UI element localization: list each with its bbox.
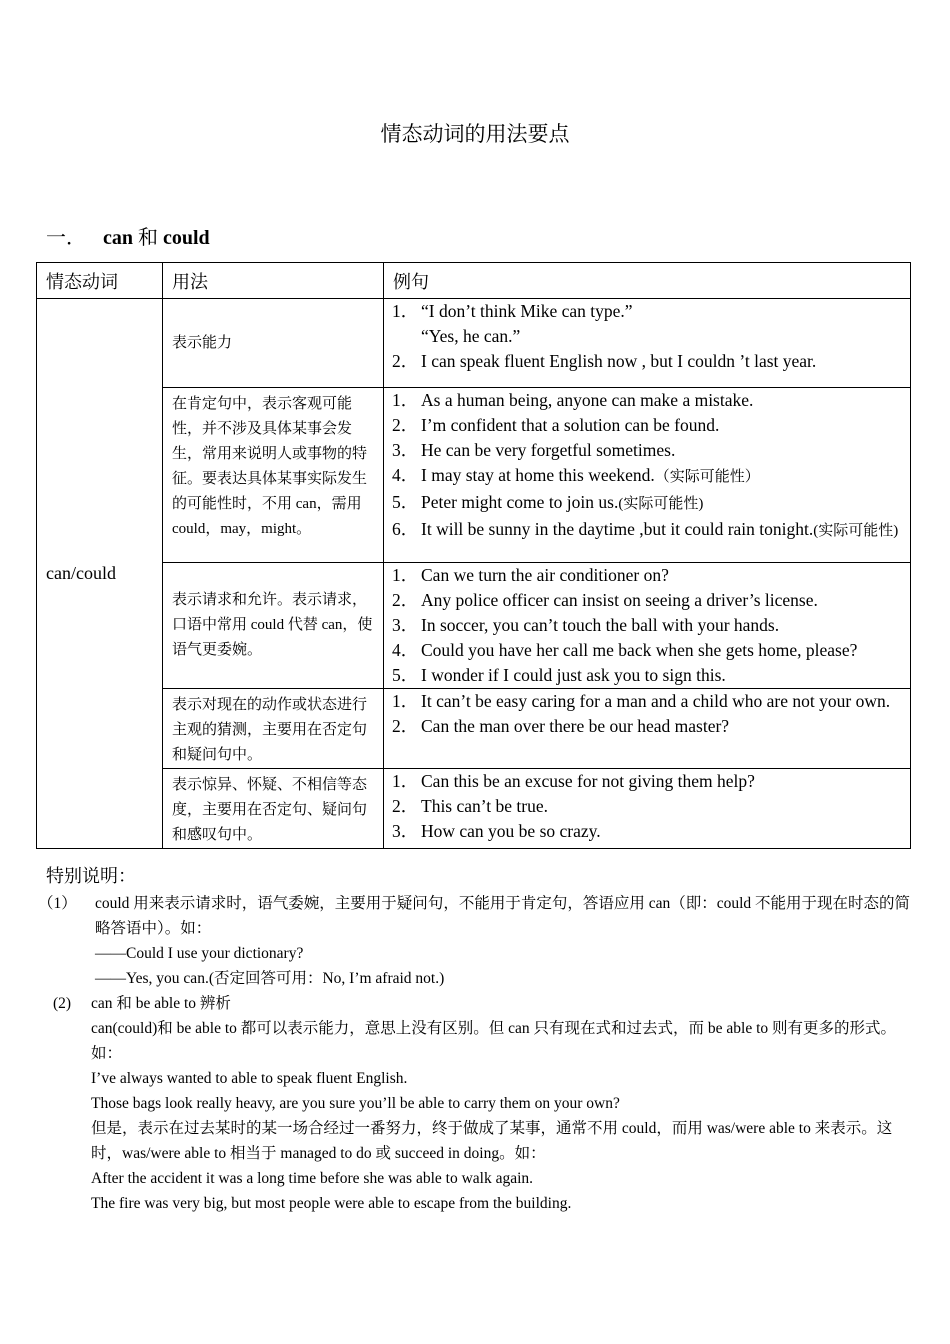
example-text: Could you have her call me back when she gets home, please? (421, 640, 858, 660)
example-item (392, 388, 904, 413)
example-item (392, 324, 904, 349)
example-item (392, 769, 904, 794)
example-item (392, 299, 904, 324)
usage-cell: 在肯定句中，表示客观可能性，并不涉及具体某事会发生，常用来说明人或事物的特征。要表达具体某事实际发生的可能性时，不用 can，需用 could，may，might。 (163, 388, 384, 563)
example-item (392, 563, 904, 588)
special-notes (38, 862, 911, 1216)
example-item (392, 819, 904, 844)
example-number: 2． (392, 351, 419, 371)
note-label: （1） (38, 895, 77, 912)
section-heading-can: can (103, 227, 133, 249)
example-item (392, 413, 904, 438)
example-item (392, 663, 904, 688)
table-row (37, 563, 911, 689)
usage-cell: 表示对现在的动作或状态进行主观的猜测，主要用在否定句和疑问句中。 (163, 689, 384, 769)
document-title: 情态动词的用法要点 (380, 122, 570, 146)
example-item (392, 714, 904, 739)
example-number: 6． (392, 519, 419, 539)
notes-heading: 特别说明： (46, 866, 136, 886)
example-number: 1． (392, 390, 419, 410)
example-note: （实际可能性） (654, 469, 760, 485)
example-note: (实际可能性) (813, 523, 899, 539)
section-heading (46, 221, 210, 250)
example-item (392, 638, 904, 663)
example-text: Any police officer can insist on seeing a driver’s license. (421, 590, 818, 610)
example-text: He can be very forgetful sometimes. (421, 440, 676, 460)
section-number: 一． (46, 227, 86, 249)
example-text: In soccer, you can’t touch the ball with your hands. (421, 615, 780, 635)
example-text: “Yes, he can.” (421, 326, 521, 346)
example-text: It will be sunny in the daytime ,but it could rain tonight. (421, 519, 814, 539)
examples-cell (384, 563, 911, 689)
note-text: could 用来表示请求时，语气委婉，主要用于疑问句，不能用于肯定句，答语应用 can（即：could 不能用于现在时态的简略答语中）。如： (95, 895, 911, 937)
example-number: 3． (392, 440, 419, 460)
header-usage: 用法 (163, 263, 384, 299)
table-row (37, 388, 911, 563)
note-example-answer: ——Yes, you can.(否定回答可用：No, I’m afraid not.) (95, 970, 445, 987)
example-number: 5． (392, 492, 419, 512)
example-text: As a human being, anyone can make a mistake. (421, 390, 754, 410)
table-row (37, 299, 911, 388)
usage-cell: 表示请求和允许。表示请求，口语中常用 could 代替 can，使语气更委婉。 (163, 563, 384, 689)
note-example: I’ve always wanted to able to speak fluent English. (91, 1070, 408, 1087)
example-number: 1． (392, 691, 419, 711)
example-item (392, 689, 904, 714)
note-item-2 (38, 991, 910, 1016)
example-note: (实际可能性) (618, 496, 704, 512)
examples-cell (384, 689, 911, 769)
verb-cell: can/could (37, 299, 163, 849)
table-row (37, 769, 911, 849)
example-text: Peter might come to join us. (421, 492, 619, 512)
note-example: The fire was very big, but most people were able to escape from the building. (91, 1195, 572, 1212)
table-header-row (37, 263, 911, 299)
example-text: This can’t be true. (421, 796, 548, 816)
table-row (37, 689, 911, 769)
example-item (392, 490, 904, 517)
example-text: I’m confident that a solution can be found. (421, 415, 720, 435)
section-heading-and: 和 (133, 227, 163, 249)
header-examples: 例句 (384, 263, 911, 299)
note-paragraph: 但是，表示在过去某时的某一场合经过一番努力，终于做成了某事，通常不用 could，而用 was/were able to 来表示。这时，was/were able to 相当于 managed to do 或 succeed in doing。如： (91, 1120, 893, 1162)
example-number: 1． (392, 771, 419, 791)
example-item (392, 613, 904, 638)
example-text: Can this be an excuse for not giving them help? (421, 771, 755, 791)
example-text: How can you be so crazy. (421, 821, 601, 841)
example-number: 4． (392, 640, 419, 660)
note-example-question: ——Could I use your dictionary? (95, 945, 304, 962)
example-item (392, 517, 904, 544)
note-example: Those bags look really heavy, are you sure you’ll be able to carry them on your own? (91, 1095, 620, 1112)
example-number: 5． (392, 665, 419, 685)
example-number: 2． (392, 716, 419, 736)
example-number: 2． (392, 415, 419, 435)
example-item (392, 588, 904, 613)
example-item (392, 438, 904, 463)
note-label: (2) (53, 995, 72, 1012)
example-text: I may stay at home this weekend. (421, 465, 655, 485)
example-number: 3． (392, 615, 419, 635)
example-number: 3． (392, 821, 419, 841)
examples-cell (384, 299, 911, 388)
example-text: It can’t be easy caring for a man and a child who are not your own. (421, 691, 891, 711)
note-item-1 (38, 891, 910, 941)
examples-cell (384, 388, 911, 563)
example-number: 1． (392, 565, 419, 585)
example-number: 2． (392, 590, 419, 610)
usage-table (36, 262, 911, 849)
example-number: 4． (392, 465, 419, 485)
example-number: 2． (392, 796, 419, 816)
note-subheading: can 和 be able to 辨析 (91, 995, 231, 1012)
header-modal-verb: 情态动词 (37, 263, 163, 299)
section-heading-could: could (163, 227, 210, 249)
usage-cell: 表示能力 (163, 299, 384, 388)
examples-cell (384, 769, 911, 849)
example-text: I wonder if I could just ask you to sign this. (421, 665, 726, 685)
example-text: Can the man over there be our head master? (421, 716, 730, 736)
example-text: Can we turn the air conditioner on? (421, 565, 669, 585)
example-text: “I don’t think Mike can type.” (421, 301, 633, 321)
usage-cell: 表示惊异、怀疑、不相信等态度，主要用在否定句、疑问句和感叹句中。 (163, 769, 384, 849)
example-number: 1． (392, 301, 419, 321)
example-item (392, 349, 904, 374)
note-example: After the accident it was a long time before she was able to walk again. (91, 1170, 534, 1187)
note-paragraph: can(could)和 be able to 都可以表示能力，意思上没有区别。但 can 只有现在式和过去式，而 be able to 则有更多的形式。如： (91, 1020, 897, 1062)
example-text: I can speak fluent English now , but I couldn ’t last year. (421, 351, 817, 371)
example-item (392, 463, 904, 490)
example-item (392, 794, 904, 819)
